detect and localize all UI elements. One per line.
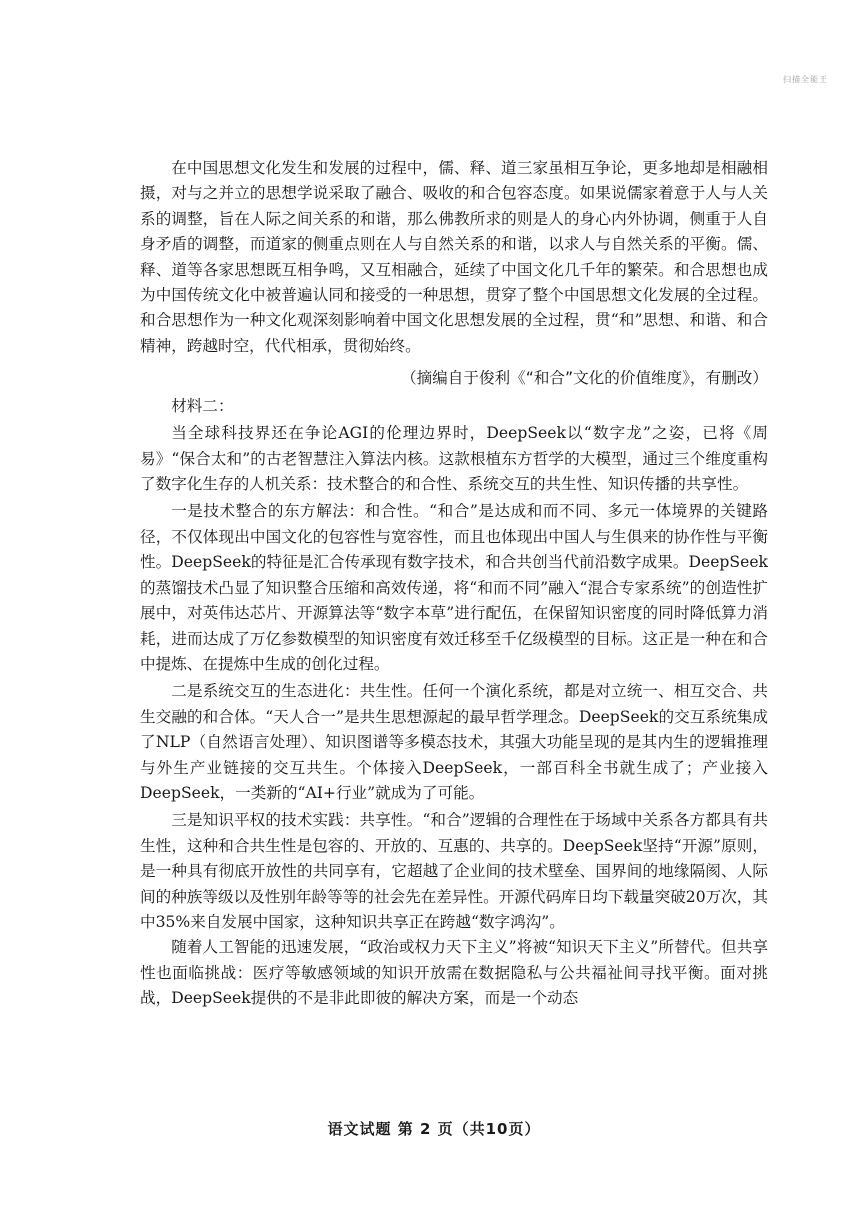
material-two-label: 材料二： (171, 397, 234, 416)
page-footer: 语文试题 第 2 页（共10页） (327, 1120, 541, 1138)
material-two-paragraph-4: 三是知识平权的技术实践：共享性。“和合”逻辑的合理性在于场域中关系各方都具有共生性，这种和合共生性是包容的、开放的、互惠的、共享的。DeepSeek坚持“开源”原则，是一种具有彻底开放性的共同享有，它超越了企业间的技术壁垒、国界间的地缘隔阂、人际间的种族等级以及性别年龄等等的社会先在差异性。开源代码库日均下载量突破20万次，其中35%来自发展中国家，这种知识共享正在跨越“数字鸿沟”。 (140, 811, 768, 931)
material-two-paragraph-5: 随着人工智能的迅速发展，“政治或权力天下主义”将被“知识天下主义”所替代。但共享性也面临挑战：医疗等敏感领域的知识开放需在数据隐私与公共福祉间寻找平衡。面对挑战，DeepSeek提供的不是非此即彼的解决方案，而是一个动态 (140, 938, 768, 1008)
material-two-paragraph-3: 二是系统交互的生态进化：共生性。任何一个演化系统，都是对立统一、相互交合、共生交融的和合体。“天人合一”是共生思想源起的最早哲学理念。DeepSeek的交互系统集成了NLP（自然语言处理）、知识图谱等多模态技术，其强大功能呈现的是其内生的逻辑推理与外生产业链接的交互共生。个体接入DeepSeek，一部百科全书就生成了；产业接入DeepSeek，一类新的“AI+行业”就成为了可能。 (140, 682, 768, 802)
material-two-paragraph-1: 当全球科技界还在争论AGI的伦理边界时，DeepSeek以“数字龙”之姿，已将《周易》“保合太和”的古老智慧注入算法内核。这款根植东方哲学的大模型，通过三个维度重构了数字化生存的人机关系：技术整合的和合性、系统交互的共生性、知识传播的共享性。 (140, 424, 768, 494)
page-content (140, 156, 768, 1012)
material-one-paragraph: 在中国思想文化发生和发展的过程中，儒、释、道三家虽相互争论，更多地却是相融相摄，对与之并立的思想学说采取了融合、吸收的和合包容态度。如果说儒家着意于人与人关系的调整，旨在人际之间关系的和谐，那么佛教所求的则是人的身心内外协调，侧重于人自身矛盾的调整，而道家的侧重点则在人与自然关系的和谐，以求人与自然关系的平衡。儒、释、道等各家思想既互相争鸣，又互相融合，延续了中国文化几千年的繁荣。和合思想也成为中国传统文化中被普遍认同和接受的一种思想，贯穿了整个中国思想文化发展的全过程。和合思想作为一种文化观深刻影响着中国文化思想发展的全过程，贯“和”思想、和谐、和合精神，跨越时空，代代相承，贯彻始终。 (140, 159, 768, 355)
material-two-paragraph-2: 一是技术整合的东方解法：和合性。“和合”是达成和而不同、多元一体境界的关键路径，不仅体现出中国文化的包容性与宽容性，而且也体现出中国人与生俱来的协作性与平衡性。DeepSeek的特征是汇合传承现有数字技术，和合共创当代前沿数字成果。DeepSeek的蒸馏技术凸显了知识整合压缩和高效传递，将“和而不同”融入“混合专家系统”的创造性扩展中，对英伟达芯片、开源算法等“数字本草”进行配伍，在保留知识密度的同时降低算力消耗，进而达成了万亿参数模型的知识密度有效迁移至千亿级模型的目标。这正是一种在和合中提炼、在提炼中生成的创化过程。 (140, 502, 768, 673)
material-one-source: （摘编自于俊利《“和合”文化的价值维度》，有删改） (400, 369, 768, 388)
scanner-watermark: 扫描全能王 (783, 75, 828, 84)
